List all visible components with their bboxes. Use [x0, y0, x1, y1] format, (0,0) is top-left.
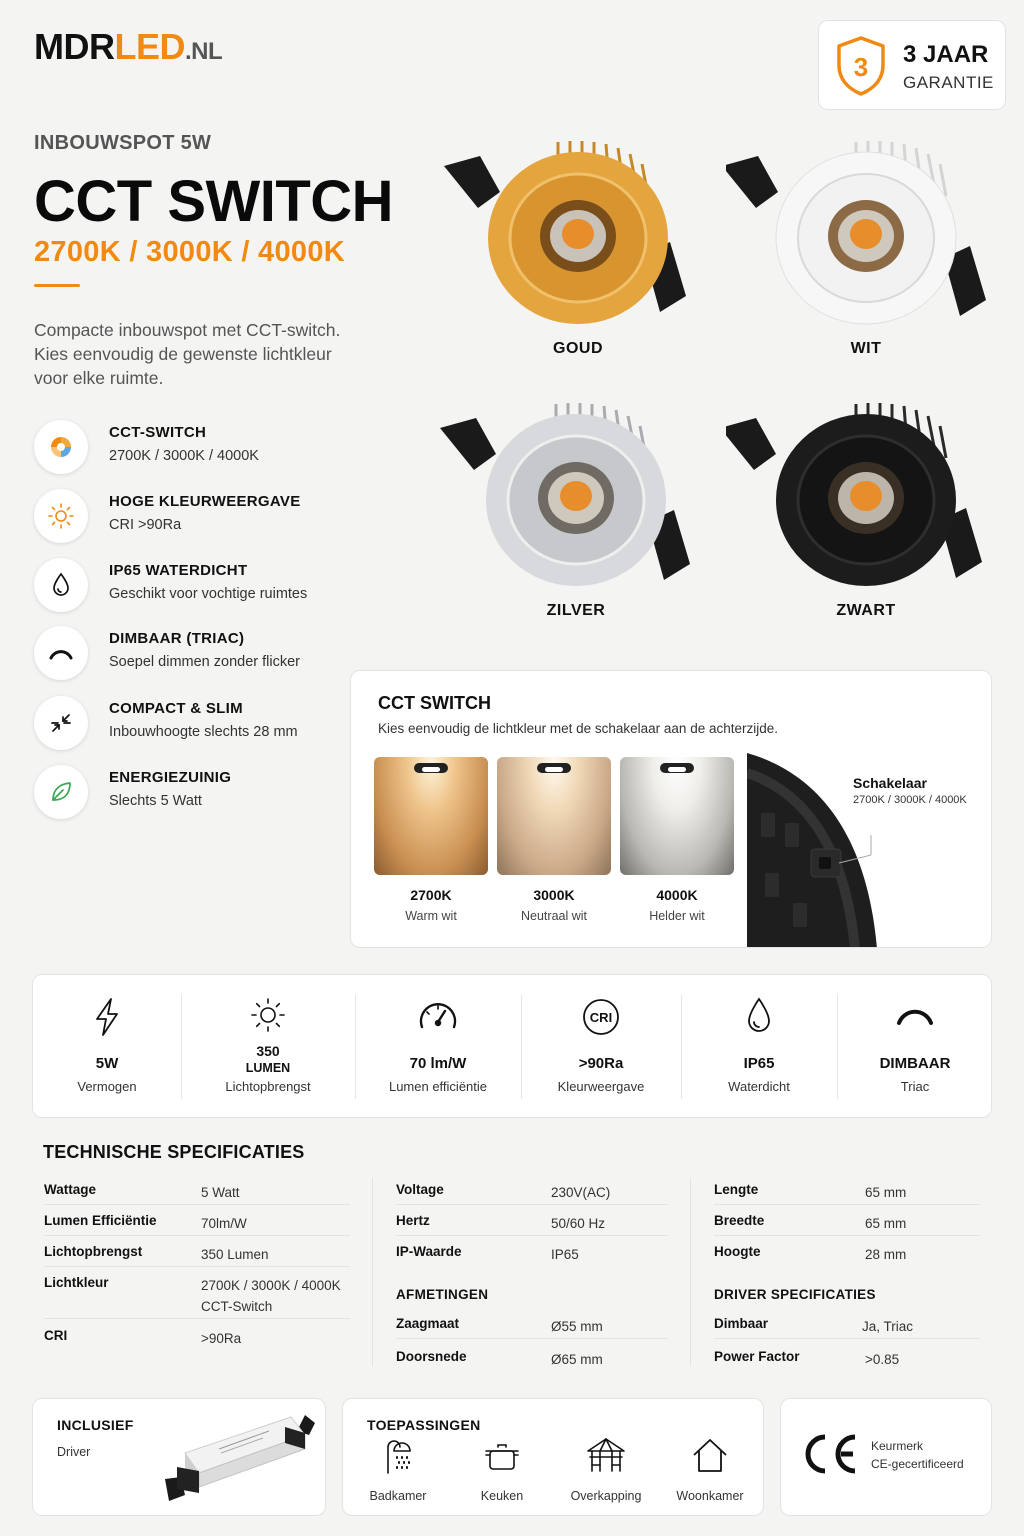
included-item: Driver: [57, 1445, 91, 1459]
spec-row: CRI >90Ra: [44, 1328, 242, 1346]
guarantee-label: GARANTIE: [903, 73, 994, 92]
swatch-name: Neutraal wit: [521, 909, 587, 923]
compress-arrows-icon: [48, 710, 74, 736]
brand-logo[interactable]: MDRLED.NL: [34, 26, 223, 67]
cct-switch-card: [350, 670, 992, 948]
downlight-black-image: [726, 398, 1006, 598]
leaf-icon: [48, 779, 74, 805]
swatch-name: Warm wit: [405, 909, 457, 923]
product-label: GOUD: [553, 340, 603, 357]
product-label: ZILVER: [546, 602, 606, 619]
swatch-kelvin: 2700K: [410, 887, 452, 903]
feature-cri: HOGE KLEURWEERGAVE CRI >90Ra: [34, 489, 354, 545]
house-icon: [690, 1435, 730, 1475]
column-divider: [690, 1178, 691, 1366]
spec-row: Breedte 65 mm: [714, 1205, 980, 1236]
ce-mark-icon: [803, 1433, 859, 1475]
ce-card: [780, 1398, 992, 1516]
swatch-2700k: [374, 757, 488, 875]
included-card: [32, 1398, 326, 1516]
droplet-icon: [49, 571, 73, 599]
product-description: Compacte inbouwspot met CCT-switch. Kies eenvoudig de gewenste lichtkleur voor elke ruimte.: [34, 320, 341, 388]
swatch-name: Helder wit: [649, 909, 705, 923]
accent-divider: [34, 284, 80, 287]
product-silver[interactable]: [436, 398, 716, 628]
feature-energy: ENERGIEZUINIG Slechts 5 Watt: [34, 765, 354, 821]
spec-row: Dimbaar Ja, Triac: [714, 1308, 980, 1339]
color-temperatures: 2700K / 3000K / 4000K: [34, 236, 346, 268]
ce-label: Keurmerk: [871, 1439, 924, 1453]
included-heading: INCLUSIEF: [57, 1417, 134, 1433]
application-kitchen: Keuken: [447, 1435, 557, 1480]
pergola-icon: [586, 1435, 626, 1475]
gauge-icon: [416, 995, 460, 1039]
downlight-white-image: [726, 136, 1006, 336]
key-specs-strip: [32, 974, 992, 1118]
product-label: ZWART: [836, 602, 896, 619]
cooking-pot-icon: [482, 1435, 522, 1475]
spec-row: Zaagmaat Ø55 mm: [396, 1308, 668, 1339]
feature-cct-switch: CCT-SWITCH 2700K / 3000K / 4000K: [34, 420, 354, 476]
sun-icon: [246, 995, 290, 1039]
stat-efficiency: 70 lm/W Lumen efficiëntie: [355, 975, 521, 1119]
product-black[interactable]: [726, 398, 1006, 628]
stat-power: 5W Vermogen: [33, 975, 181, 1119]
spec-row: Hoogte 28 mm: [714, 1244, 907, 1262]
driver-image: [159, 1409, 315, 1509]
shield-icon: [835, 35, 887, 97]
spec-row: Lichtopbrengst 350 Lumen: [44, 1236, 350, 1267]
guarantee-number: 3: [853, 52, 869, 82]
product-white[interactable]: [726, 136, 1006, 366]
application-living-room: Woonkamer: [655, 1435, 765, 1480]
stat-lumen: 350 LUMEN Lichtopbrengst: [181, 975, 355, 1119]
swatch-3000k: [497, 757, 611, 875]
application-pergola: Overkapping: [551, 1435, 661, 1480]
applications-heading: TOEPASSINGEN: [367, 1417, 481, 1433]
page-title: CCT SWITCH: [34, 169, 394, 234]
applications-card: [342, 1398, 764, 1516]
guarantee-badge: [818, 20, 1006, 110]
switch-label: Schakelaar: [853, 775, 927, 791]
cct-color-icon: [48, 434, 74, 460]
spec-row: Wattage 5 Watt: [44, 1174, 350, 1205]
spec-row: Power Factor >0.85: [714, 1349, 900, 1367]
feature-compact: COMPACT & SLIM Inbouwhoogte slechts 28 mm: [34, 696, 354, 752]
cct-card-title: CCT SWITCH: [378, 693, 491, 713]
dimensions-heading: AFMETINGEN: [396, 1287, 489, 1302]
shower-icon: [378, 1435, 418, 1475]
stat-cri: CRI >90Ra Kleurweergave: [521, 975, 681, 1119]
guarantee-years: 3 JAAR: [903, 41, 989, 68]
spec-row: Doorsnede Ø65 mm: [396, 1349, 603, 1367]
cct-card-subtitle: Kies eenvoudig de lichtkleur met de schakelaar aan de achterzijde.: [378, 721, 778, 736]
spec-row: Lengte 65 mm: [714, 1174, 980, 1205]
product-gold[interactable]: [438, 136, 718, 366]
application-bathroom: Badkamer: [343, 1435, 453, 1480]
spec-row: Lumen Efficiëntie 70lm/W: [44, 1205, 350, 1236]
spec-row: Hertz 50/60 Hz: [396, 1205, 668, 1236]
downlight-gold-image: [438, 136, 718, 336]
switch-options: 2700K / 3000K / 4000K: [853, 794, 967, 806]
dimmer-arc-icon: [46, 638, 76, 668]
column-divider: [372, 1178, 373, 1366]
ce-certified: CE-gecertificeerd: [871, 1457, 964, 1471]
product-label: WIT: [850, 340, 882, 357]
product-type: INBOUWSPOT 5W: [34, 132, 212, 154]
spec-row: IP-Waarde IP65: [396, 1244, 579, 1262]
stat-ip: IP65 Waterdicht: [681, 975, 837, 1119]
feature-ip65: IP65 WATERDICHT Geschikt voor vochtige ruimtes: [34, 558, 354, 614]
driver-specs-heading: DRIVER SPECIFICATIES: [714, 1287, 876, 1302]
downlight-silver-image: [436, 398, 716, 598]
sun-icon: [47, 502, 75, 530]
stat-dimmable: DIMBAAR Triac: [837, 975, 993, 1119]
swatch-4000k: [620, 757, 734, 875]
dimmer-arc-icon: [893, 995, 937, 1039]
spec-row: Lichtkleur 2700K / 3000K / 4000K CCT-Switch: [44, 1267, 350, 1319]
svg-text:CRI: CRI: [589, 1010, 613, 1025]
swatch-kelvin: 3000K: [533, 887, 575, 903]
bolt-icon: [85, 995, 129, 1039]
feature-dimmable: DIMBAAR (TRIAC) Soepel dimmen zonder flicker: [34, 626, 354, 682]
droplet-icon: [737, 995, 781, 1039]
swatch-kelvin: 4000K: [656, 887, 698, 903]
tech-specs-heading: TECHNISCHE SPECIFICATIES: [43, 1142, 305, 1162]
cri-badge-icon: [579, 995, 623, 1039]
spec-row: Voltage 230V(AC): [396, 1174, 668, 1205]
